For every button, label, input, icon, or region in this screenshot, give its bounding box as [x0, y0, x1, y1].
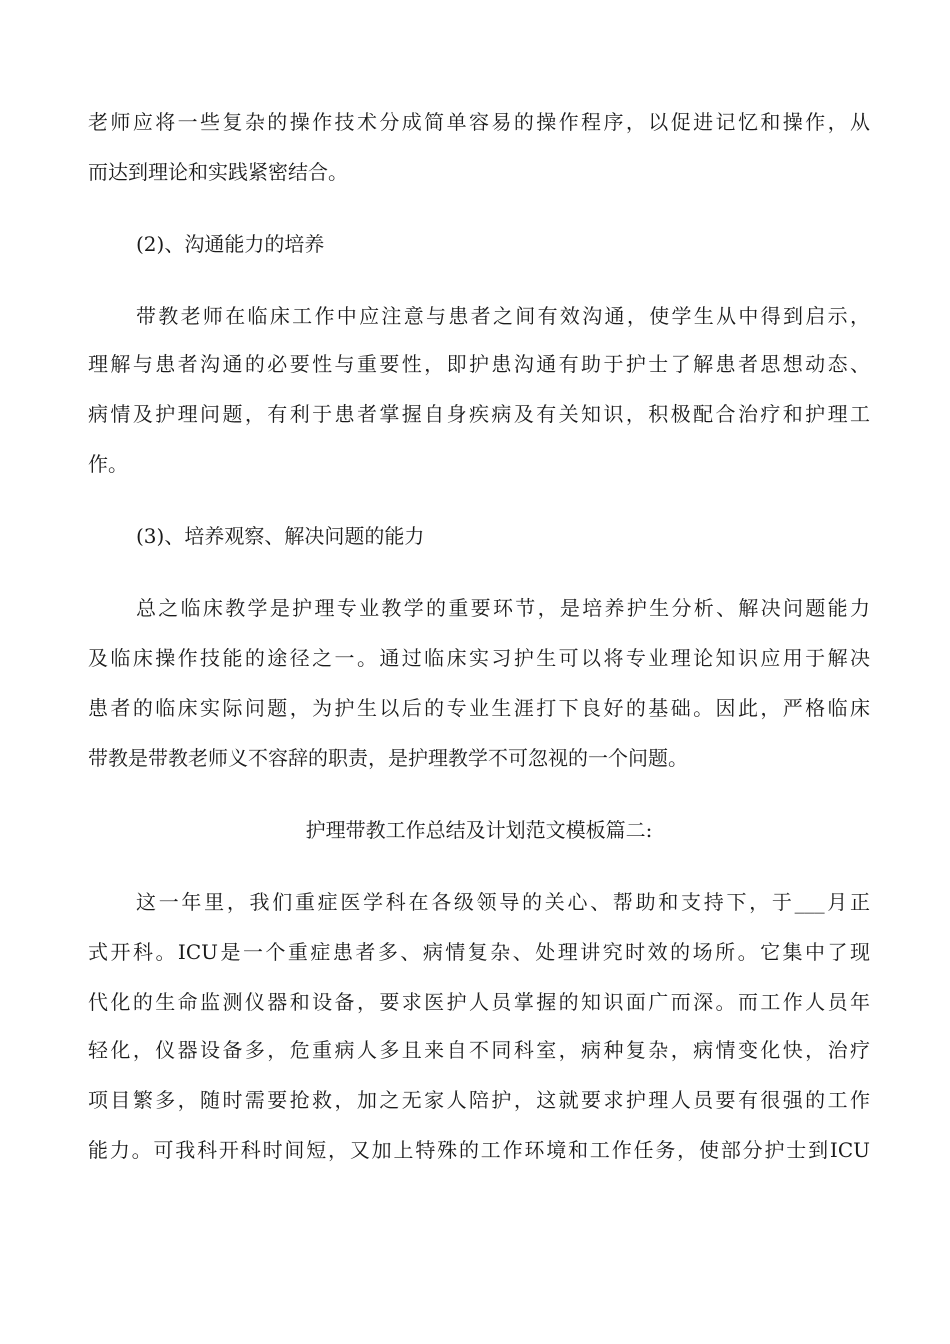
paragraph-line: 老师应将一些复杂的操作技术分成简单容易的操作程序，以促进记忆和操作，从	[88, 110, 870, 134]
paragraph-line: 项目繁多，随时需要抢救，加之无家人陪护，这就要求护理人员要有很强的工作	[88, 1088, 870, 1112]
paragraph-line: 理解与患者沟通的必要性与重要性，即护患沟通有助于护士了解患者思想动态、	[88, 352, 870, 376]
article-title: 护理带教工作总结及计划范文模板篇二:	[305, 818, 653, 842]
section-heading: (3)、培养观察、解决问题的能力	[136, 524, 425, 548]
paragraph-line: 患者的临床实际问题，为护生以后的专业生涯打下良好的基础。因此，严格临床	[88, 696, 870, 720]
paragraph-line: 能力。可我科开科时间短，又加上特殊的工作环境和工作任务，使部分护士到ICU	[88, 1138, 870, 1162]
paragraph-line: 带教老师在临床工作中应注意与患者之间有效沟通，使学生从中得到启示，	[136, 304, 870, 328]
paragraph-line: 式开科。ICU是一个重症患者多、病情复杂、处理讲究时效的场所。它集中了现	[88, 940, 870, 964]
paragraph-line: 代化的生命监测仪器和设备，要求医护人员掌握的知识面广而深。而工作人员年	[88, 990, 870, 1014]
paragraph-line: 轻化，仪器设备多，危重病人多且来自不同科室，病种复杂，病情变化快，治疗	[88, 1038, 870, 1062]
section-heading: (2)、沟通能力的培养	[136, 232, 325, 256]
paragraph-line: 作。	[88, 452, 128, 476]
paragraph-line: 总之临床教学是护理专业教学的重要环节，是培养护生分析、解决问题能力	[136, 596, 870, 620]
paragraph-line: 这一年里，我们重症医学科在各级领导的关心、帮助和支持下，于___月正	[136, 890, 870, 914]
paragraph-line: 病情及护理问题，有利于患者掌握自身疾病及有关知识，积极配合治疗和护理工	[88, 402, 870, 426]
paragraph-line: 而达到理论和实践紧密结合。	[88, 160, 348, 184]
paragraph-line: 带教是带教老师义不容辞的职责，是护理教学不可忽视的一个问题。	[88, 746, 688, 770]
paragraph-line: 及临床操作技能的途径之一。通过临床实习护生可以将专业理论知识应用于解决	[88, 646, 870, 670]
